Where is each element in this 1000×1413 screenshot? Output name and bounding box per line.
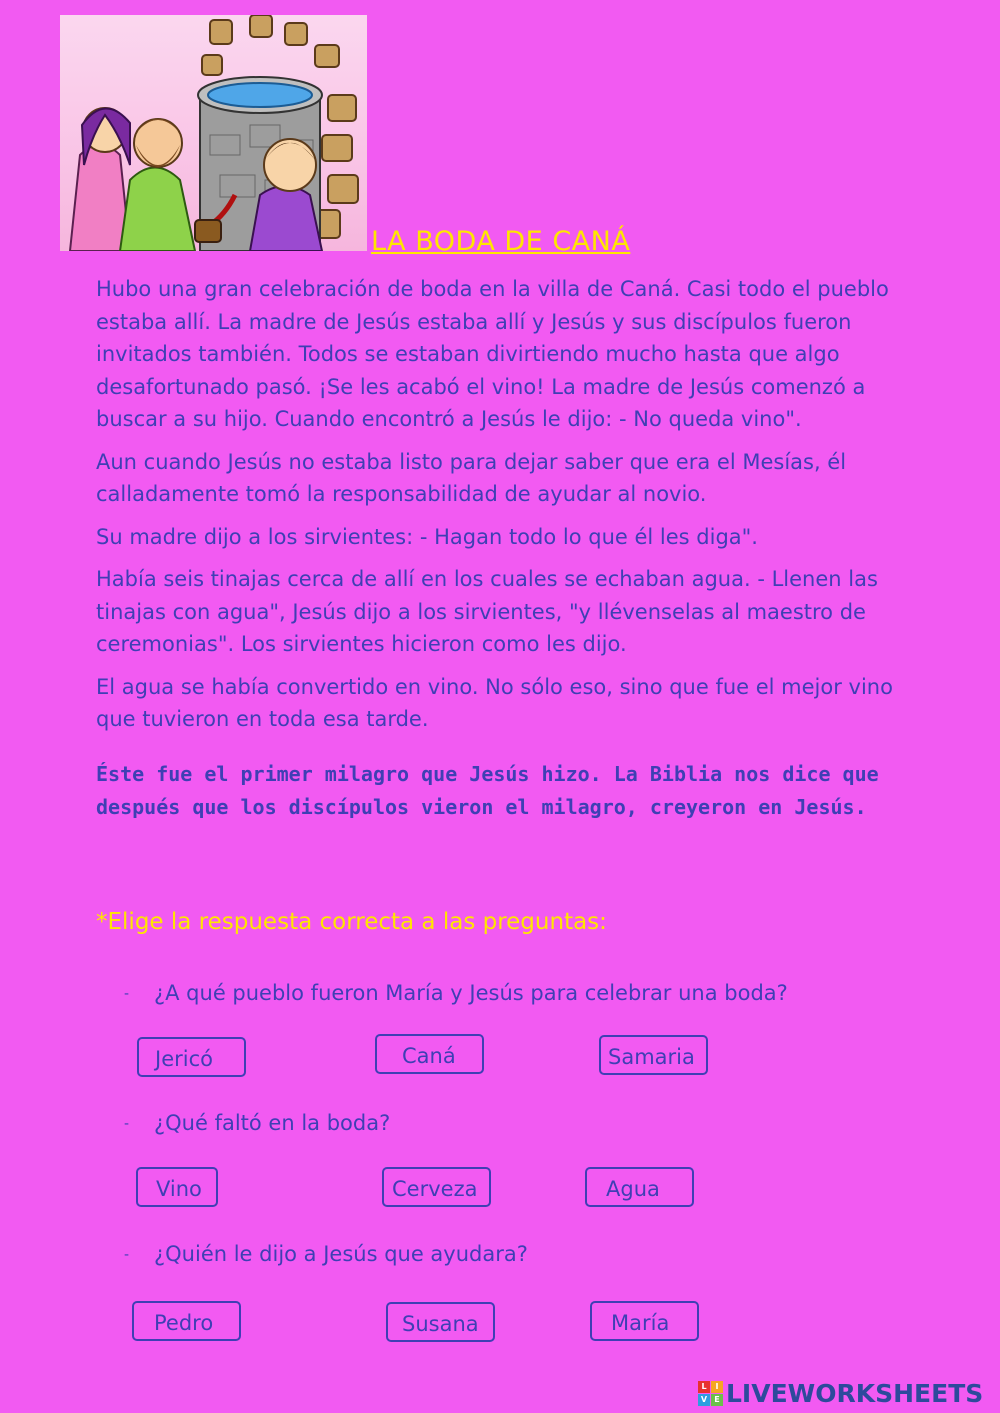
question-1 (124, 981, 788, 1005)
question-dash: - (124, 1247, 130, 1263)
answer-option-pedro[interactable]: Pedro (132, 1301, 241, 1341)
story-conclusion: Éste fue el primer milagro que Jesús hizo. La Biblia nos dice que después que los discípulos vieron el milagro, creyeron en Jesús. (96, 761, 879, 819)
wedding-at-cana-illustration (60, 15, 367, 251)
answer-option-samaria[interactable]: Samaria (599, 1035, 708, 1075)
liveworksheets-logo-icon: L I V E (698, 1381, 723, 1406)
story-paragraph: Había seis tinajas cerca de allí en los cuales se echaban agua. - Llenen las tinajas con agua", Jesús dijo a los sirvientes, "y llévenselas al maestro de ceremonias". Los sirvientes hicieron como les dijo. (96, 567, 878, 656)
story-text (96, 273, 916, 834)
liveworksheets-brand: LIVEWORKSHEETS (726, 1378, 984, 1408)
question-text: ¿Quién le dijo a Jesús que ayudara? (154, 1242, 528, 1266)
liveworksheets-logo (698, 1378, 983, 1408)
question-text: ¿A qué pueblo fueron María y Jesús para celebrar una boda? (154, 981, 788, 1005)
answer-option-maria[interactable]: María (590, 1301, 699, 1341)
answer-option-cana[interactable]: Caná (375, 1034, 484, 1074)
story-paragraph: El agua se había convertido en vino. No sólo eso, sino que fue el mejor vino que tuvieron en toda esa tarde. (96, 674, 893, 731)
instruction-text: *Elige la respuesta correcta a las preguntas: (96, 909, 607, 935)
answer-option-agua[interactable]: Agua (585, 1167, 694, 1207)
story-paragraph: Hubo una gran celebración de boda en la villa de Caná. Casi todo el pueblo estaba allí. La madre de Jesús estaba allí y Jesús y sus discípulos fueron invitados también. Todos se estaban divirtiendo mucho hasta que algo desafortunado pasó. ¡Se les acabó el vino! La madre de Jesús comenzó a buscar a su hijo. Cuando encontró a Jesús le dijo: - No queda vino". (96, 277, 889, 431)
story-paragraph: Su madre dijo a los sirvientes: - Hagan todo lo que él les diga". (96, 524, 758, 549)
answer-option-jerico[interactable]: Jericó (137, 1037, 246, 1077)
question-3 (124, 1242, 528, 1266)
worksheet-title: LA BODA DE CANÁ (371, 226, 631, 257)
question-dash: - (124, 986, 130, 1002)
answer-option-vino[interactable]: Vino (136, 1167, 218, 1207)
answer-option-susana[interactable]: Susana (386, 1302, 495, 1342)
answer-option-cerveza[interactable]: Cerveza (382, 1167, 491, 1207)
question-text: ¿Qué faltó en la boda? (154, 1111, 391, 1135)
question-dash: - (124, 1116, 130, 1132)
question-2 (124, 1111, 390, 1135)
story-paragraph: Aun cuando Jesús no estaba listo para dejar saber que era el Mesías, él calladamente tomó la responsabilidad de ayudar al novio. (96, 449, 847, 506)
